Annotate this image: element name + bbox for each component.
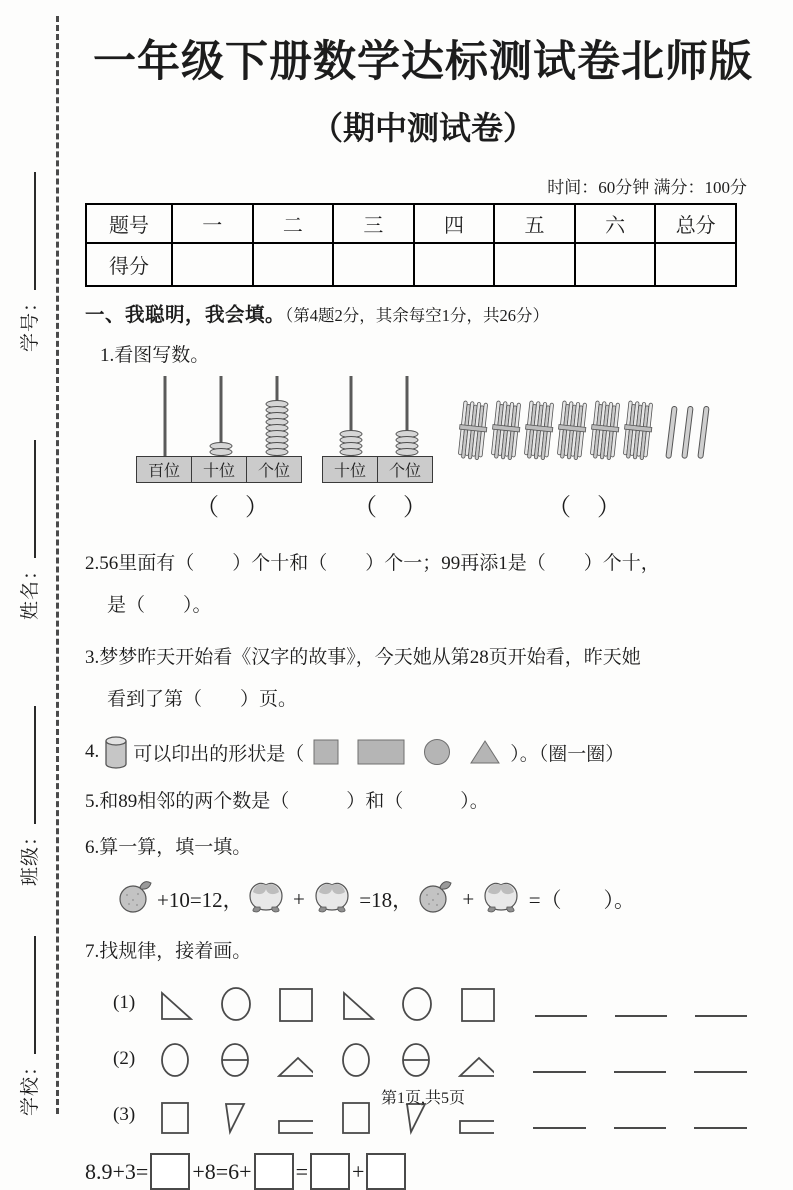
score-header-cell: 一 xyxy=(172,204,253,243)
cylinder-stamp-icon xyxy=(103,733,129,771)
score-header-cell: 总分 xyxy=(655,204,736,243)
q7-stem: 7.找规律，接着画。 xyxy=(85,941,252,962)
abacus-place-label: 个位 xyxy=(377,456,433,483)
answer-blank-line xyxy=(615,1011,667,1017)
section1-title: 一、我聪明，我会填。 xyxy=(85,305,286,326)
answer-blank-line xyxy=(695,1011,747,1017)
equation-text: =（ ）。 xyxy=(523,888,636,912)
pear-icon xyxy=(416,877,454,921)
student-id-label: 学号： xyxy=(19,291,41,352)
equation-text: =18， xyxy=(354,888,414,912)
student-id-blank xyxy=(20,172,36,290)
q8-equation xyxy=(85,1153,761,1190)
answer-blank-line xyxy=(535,1011,587,1017)
q1-abacus-tens-ones xyxy=(323,376,435,483)
q3-line2: 看到了第（ ）页。 xyxy=(107,689,298,710)
score-header-cell: 题号 xyxy=(86,204,172,243)
paper-title: 一年级下册数学达标测试卷北师版 xyxy=(93,39,753,86)
pattern-row-label: (2) xyxy=(113,1048,136,1069)
q6-stem: 6.算一算，填一填。 xyxy=(85,837,252,858)
class-field xyxy=(6,618,50,886)
section1-heading xyxy=(85,299,761,327)
q1-stem: 1.看图写数。 xyxy=(100,345,210,366)
answer-blank-line xyxy=(694,1123,747,1129)
score-table-score-row xyxy=(86,243,736,286)
score-empty-cell xyxy=(253,243,334,286)
answer-blank-line xyxy=(694,1067,747,1073)
q6-equations xyxy=(85,877,761,921)
score-header-cell: 三 xyxy=(333,204,414,243)
school-blank xyxy=(20,936,36,1054)
score-header-cell: 六 xyxy=(575,204,656,243)
q1-answer-1: （） xyxy=(195,495,295,521)
pattern-shape-square-o xyxy=(460,987,496,1023)
q1-stick-bundles xyxy=(457,394,719,477)
pattern-shape-ellipse-line xyxy=(217,1041,252,1079)
equation-text: +8=6+ xyxy=(192,1158,252,1184)
pattern-row-label: (3) xyxy=(113,1104,136,1125)
q4-shape-circle-fill xyxy=(423,738,451,766)
equation-text: 8.9+3= xyxy=(85,1158,149,1184)
abacus-place-label: 十位 xyxy=(322,456,378,483)
q3-line1: 3.梦梦昨天开始看《汉字的故事》，今天她从第28页开始看，昨天她 xyxy=(85,647,641,668)
answer-blank-line xyxy=(614,1123,667,1129)
student-id-field xyxy=(6,84,50,352)
pattern-shape-ellipse-o xyxy=(338,1041,373,1079)
pattern-shape-rect-flat xyxy=(458,1119,494,1135)
answer-blank-line xyxy=(614,1067,667,1073)
score-header-cell: 五 xyxy=(494,204,575,243)
pattern-shape-tri-bl xyxy=(157,989,193,1023)
q4-shape-rect-fill xyxy=(357,739,405,765)
pattern-shape-circle-o xyxy=(400,985,435,1023)
score-empty-cell xyxy=(655,243,736,286)
q1-answer-2: （） xyxy=(353,495,453,521)
score-empty-cell xyxy=(494,243,575,286)
score-header-cell: 二 xyxy=(253,204,334,243)
q4-number: 4. xyxy=(85,741,100,762)
q2-text xyxy=(85,543,761,627)
pattern-shape-tri-bl xyxy=(339,989,375,1023)
pattern-shape-square-o xyxy=(278,987,314,1023)
name-label: 姓名： xyxy=(19,559,41,620)
q4-shape-square-fill xyxy=(313,739,339,765)
peach-icon xyxy=(247,878,285,920)
abacus-place-label: 十位 xyxy=(191,456,247,483)
q1-figures xyxy=(85,375,761,487)
answer-blank-line xyxy=(533,1067,586,1073)
time-score-meta: 时间：60分钟 满分：100分 xyxy=(547,178,747,197)
peach-icon xyxy=(482,878,520,920)
page-number: 第1页,共5页 xyxy=(380,1090,465,1107)
equation-text: = xyxy=(295,1158,308,1184)
answer-box xyxy=(310,1153,350,1190)
equation-text: +10=12， xyxy=(157,888,244,912)
q4-shape-triangle-fill xyxy=(469,739,501,765)
class-blank xyxy=(20,706,36,824)
q5-text: 5.和89相邻的两个数是（ ）和（ ）。 xyxy=(85,791,489,812)
answer-box xyxy=(254,1153,294,1190)
q4-suffix: ）。（圈一圈） xyxy=(510,743,625,765)
pear-icon xyxy=(116,877,154,921)
q7-pattern-rows xyxy=(85,983,761,1135)
pattern-shape-ellipse-line xyxy=(398,1041,433,1079)
abacus-place-label: 百位 xyxy=(136,456,192,483)
q1-answer-3: （） xyxy=(547,495,647,521)
equation-text: + xyxy=(457,886,480,911)
q1-answer-parens xyxy=(85,487,761,525)
pattern-shape-ellipse-o xyxy=(157,1041,192,1079)
score-table-header-row xyxy=(86,204,736,243)
q4-shape-options xyxy=(304,738,510,766)
pattern-row-label: (1) xyxy=(113,992,136,1013)
pattern-shape-circle-o xyxy=(218,985,253,1023)
abacus-place-label: 个位 xyxy=(246,456,302,483)
q2-line1: 2.56里面有（ ）个十和（ ）个一；99再添1是（ ）个十， xyxy=(85,553,660,574)
name-field xyxy=(6,352,50,620)
score-label-cell: 得分 xyxy=(86,243,172,286)
equation-text: + xyxy=(351,1158,365,1184)
pattern-row xyxy=(85,1039,761,1079)
score-table xyxy=(85,203,737,287)
class-label: 班级： xyxy=(19,825,41,886)
paper-main xyxy=(85,0,761,1190)
score-empty-cell xyxy=(333,243,414,286)
q3-text xyxy=(85,637,761,721)
fold-dashed-line xyxy=(56,16,59,1114)
school-label: 学校： xyxy=(19,1055,41,1116)
answer-blank-line xyxy=(533,1123,586,1129)
q1-abacus-hundreds-tens-ones xyxy=(137,376,305,483)
score-empty-cell xyxy=(172,243,253,286)
pattern-row xyxy=(85,983,761,1023)
q2-line2: 是（ ）。 xyxy=(107,595,212,616)
pattern-shape-rect-flat xyxy=(277,1119,313,1135)
section1-note: （第4题2分，其余每空1分，共26分） xyxy=(285,306,550,325)
answer-box xyxy=(150,1153,190,1190)
peach-icon xyxy=(313,878,351,920)
score-empty-cell xyxy=(414,243,495,286)
paper-subtitle: （期中测试卷） xyxy=(310,110,535,146)
equation-text: + xyxy=(287,886,311,911)
score-empty-cell xyxy=(575,243,656,286)
school-field xyxy=(6,848,50,1116)
q4-question: 可以印出的形状是（ xyxy=(133,743,305,765)
pattern-shape-tri-wide xyxy=(277,1051,313,1079)
q4-text xyxy=(85,733,761,771)
score-header-cell: 四 xyxy=(414,204,495,243)
name-blank xyxy=(20,440,36,558)
answer-box xyxy=(366,1153,406,1190)
pattern-shape-tri-wide xyxy=(458,1051,494,1079)
